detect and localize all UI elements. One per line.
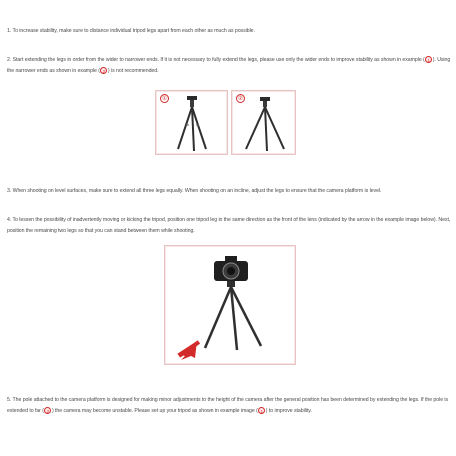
instruction-5 (7, 395, 453, 417)
example-1-label: ① (161, 96, 168, 102)
example-2-marker: 2 (44, 407, 51, 414)
instruction-2-text-a: 2. Start extending the legs in order from the wider to narrower ends. If it is not necessary to fully extend the legs, please use only the wider ends to improve stability as shown in example ( (7, 57, 425, 63)
instruction-1: 1. To increase stability, make sure to distance individual tripod legs apart from each other as much as possible. (7, 28, 255, 34)
example-1-marker: 1 (425, 56, 432, 63)
instruction-3: 3. When shooting on level surfaces, make sure to extend all three legs equally. When shooting on an incline, adjust the legs to ensure that the camera platform is level. (7, 188, 382, 194)
instruction-5-text-a: 5. The pole attached to the camera platform is designed for making minor adjustments to the height of the camera after the general position has been determined by extending the legs. If the pole is extended to far ( (7, 397, 449, 414)
tripod-orientation-image (164, 245, 296, 365)
tripod-wide-icon (156, 91, 227, 154)
example-2-marker: 2 (100, 67, 107, 74)
instruction-2 (7, 55, 453, 77)
instruction-2-text-b: ). Using the narrower ends as shown in example ( (7, 57, 451, 74)
instruction-5-text-b: ) the camera may become unstable. Please set up your tripod as shown in example image ( (51, 408, 258, 414)
example-2-label: ② (237, 96, 244, 102)
tripod-camera-icon (165, 246, 295, 364)
instruction-4: 4. To lessen the possibility of inadvertently moving or kicking the tripod, position one tripod leg in the same direction as the front of the lens (indicated by the arrow in the example image below). Next, position the remaining two legs so that you can stand between them while shooting. (7, 217, 451, 234)
tripod-narrow-icon (232, 91, 295, 154)
example-1-image (155, 90, 228, 155)
example-1-marker: 1 (258, 407, 265, 414)
example-2-image (231, 90, 296, 155)
instruction-5-text-c: ) to improve stability. (265, 408, 312, 414)
instruction-2-text-c: ) is not recommended. (107, 68, 159, 74)
